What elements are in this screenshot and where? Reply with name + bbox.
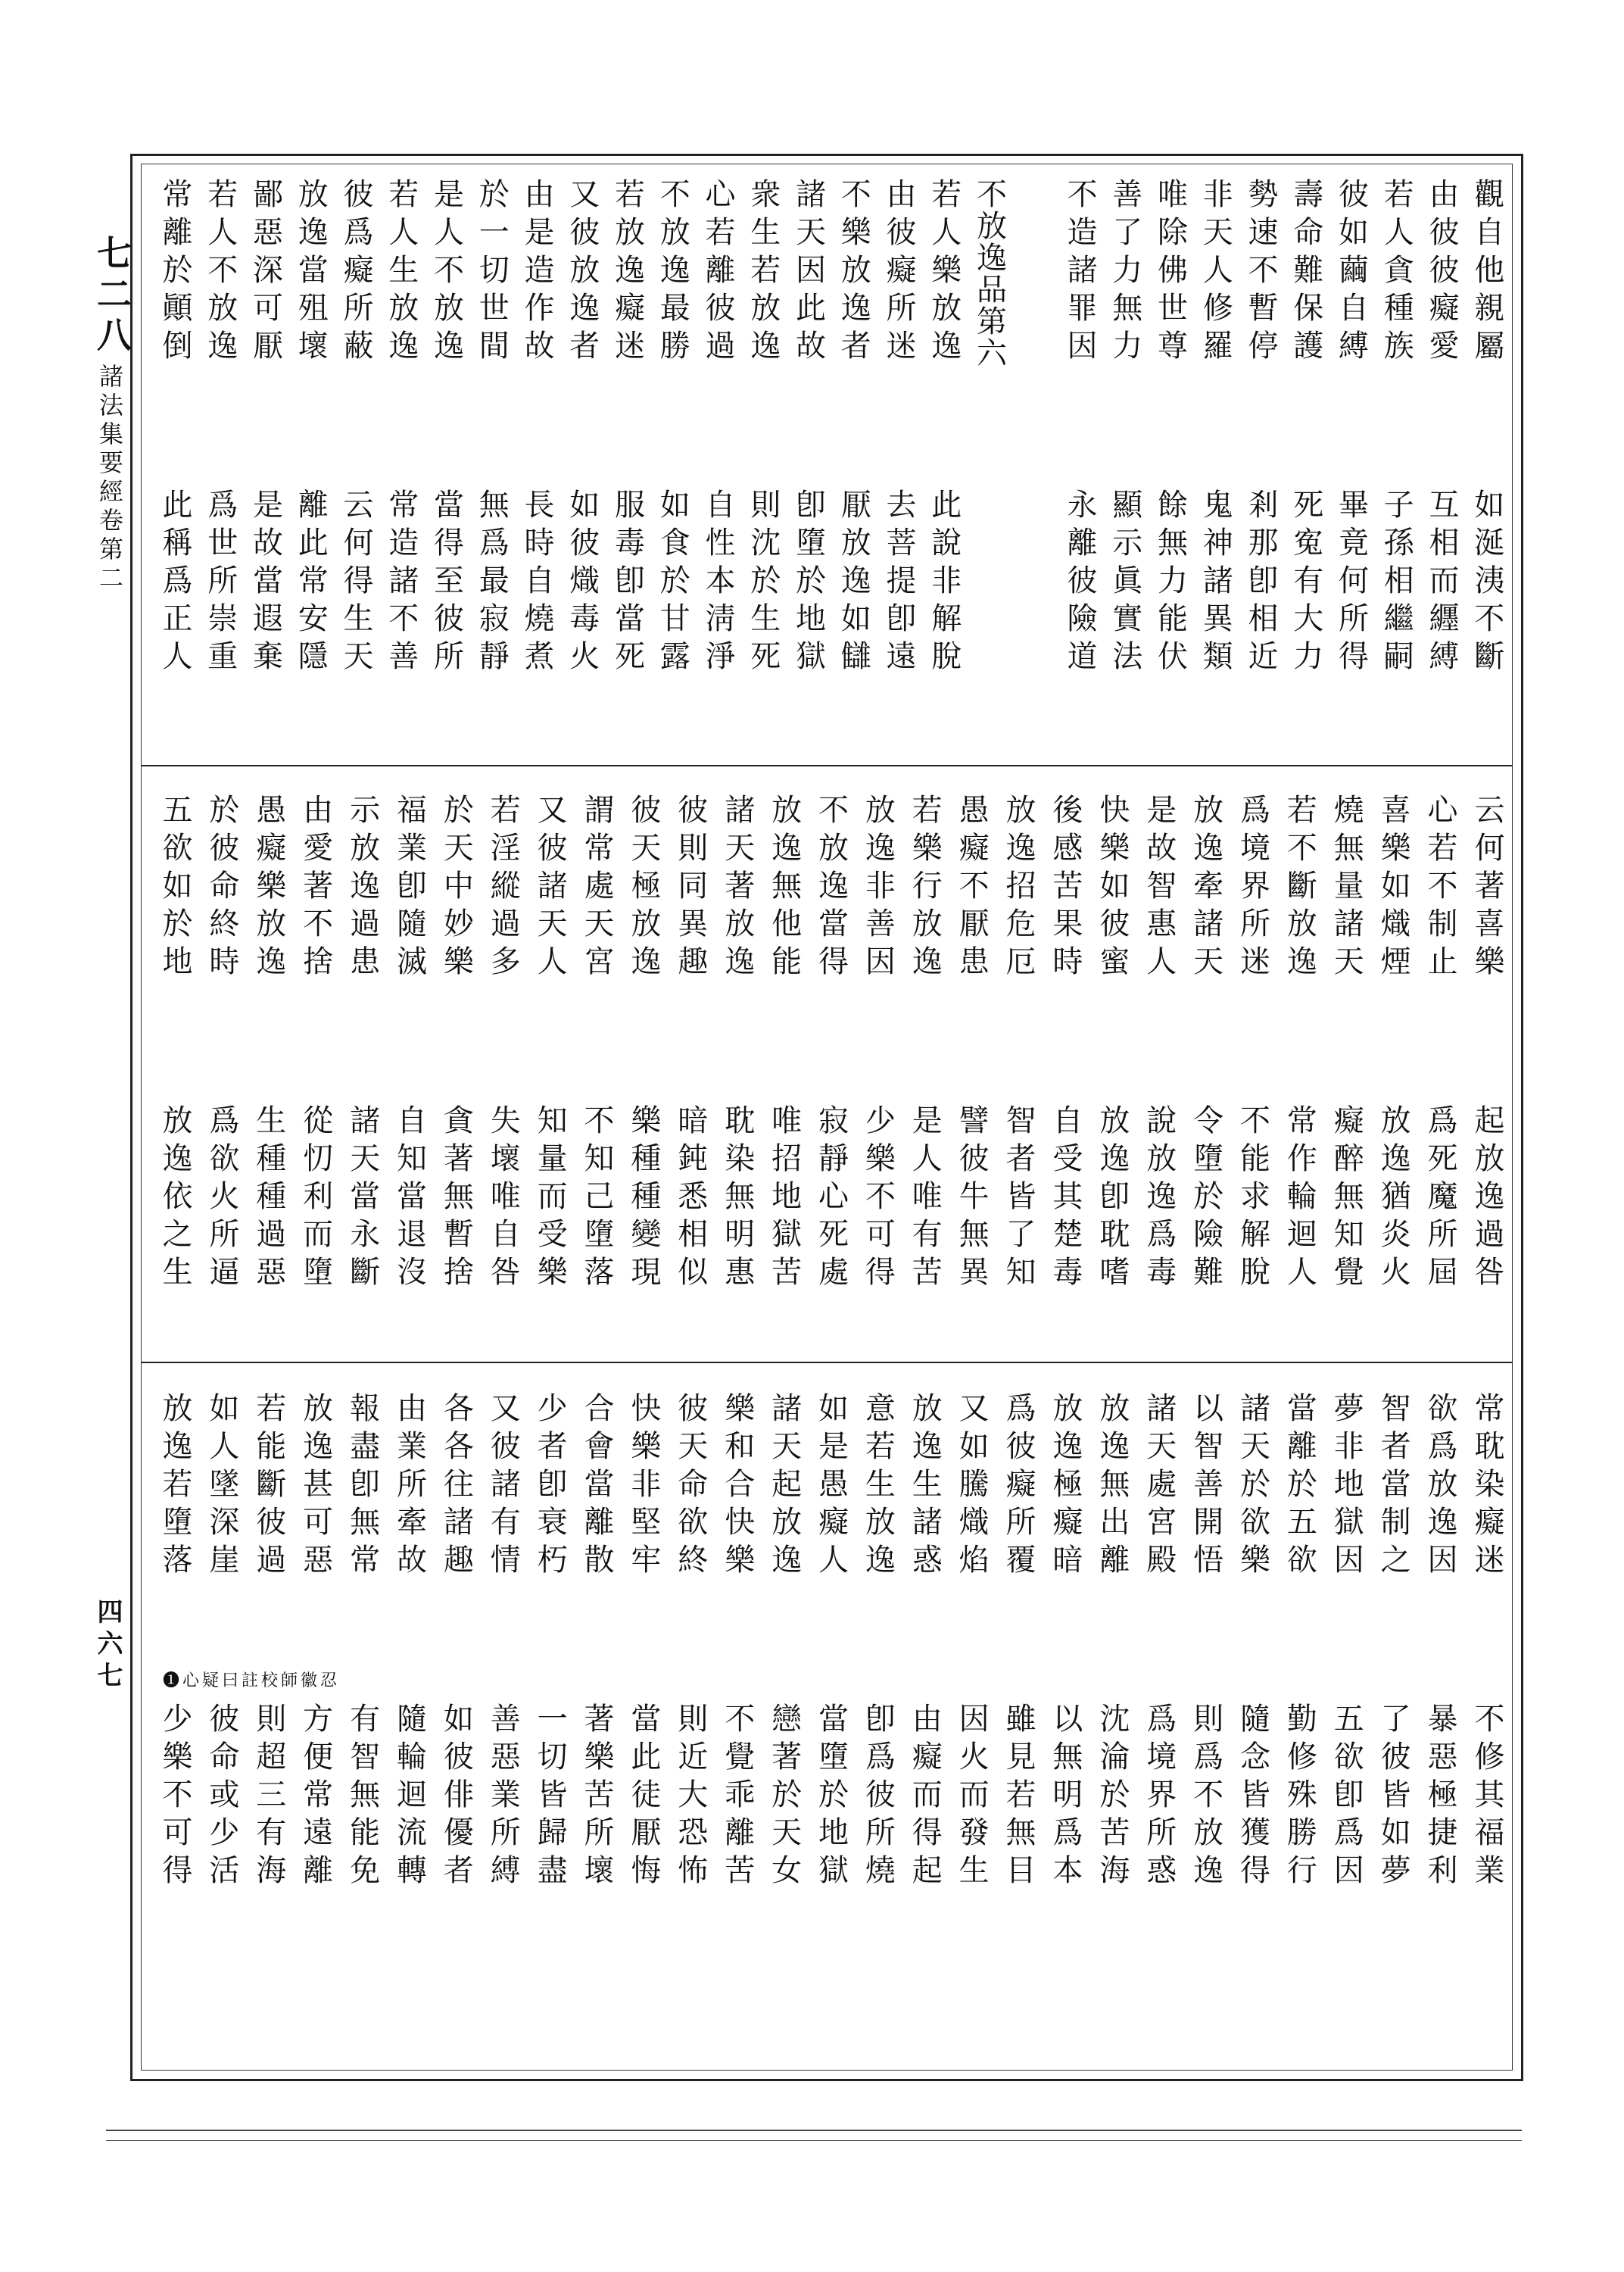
verse-line-lower: 如涎洟不斷 [1469, 488, 1504, 678]
verse-line-upper: 彼如繭自縛 [1333, 178, 1369, 367]
verse-line-lower: 不覺乖離苦 [719, 1702, 755, 1892]
verse-column [1280, 794, 1319, 1347]
verse-line-upper: 五欲如於地 [157, 794, 192, 983]
verse-line-upper: 愚癡不厭患 [954, 794, 990, 983]
verse-line-upper: 又彼諸天人 [532, 794, 568, 983]
verse-column [336, 178, 376, 754]
section-divider-2 [141, 1362, 1513, 1363]
verse-column [765, 1392, 804, 1892]
verse-line-lower: 死寃有大力 [1288, 488, 1323, 678]
verse-line-lower: 如食於甘露 [655, 488, 690, 678]
verse-line-upper: 放逸甚可惡 [298, 1392, 333, 1581]
verse-line-upper: 若能斷彼過 [251, 1392, 286, 1581]
verse-line-upper: 謂常處天宮 [579, 794, 615, 983]
verse-line-lower: 放逸猶炎火 [1376, 1104, 1411, 1294]
verse-line-lower: 唯招地獄苦 [766, 1104, 802, 1294]
verse-line-lower: 此稱爲正人 [157, 488, 192, 678]
running-title: 諸法集要經卷第二 [95, 364, 124, 594]
verse-line-lower: 彼命或少活 [204, 1702, 239, 1892]
verse-column [1280, 1392, 1319, 1892]
verse-line-lower: 自性本淸淨 [700, 488, 735, 678]
verse-line-lower: 戀著於天女 [766, 1702, 802, 1892]
verse-line-lower: 爲境界所惑 [1141, 1702, 1177, 1892]
verse-line-lower: 少樂不可得 [157, 1702, 192, 1892]
verse-line-upper: 以智善開悟 [1188, 1392, 1223, 1581]
verse-line-lower: 善惡業所縛 [485, 1702, 521, 1892]
verse-column [624, 794, 663, 1347]
verse-column [1093, 1392, 1132, 1892]
verse-column [1093, 794, 1132, 1347]
verse-column [1233, 794, 1272, 1347]
verse-line-upper: 意若生放逸 [860, 1392, 896, 1581]
verse-column [671, 1392, 710, 1892]
verse-line-upper: 不放逸最勝 [655, 178, 690, 367]
verse-line-upper: 由彼癡所迷 [881, 178, 916, 367]
verse-line-lower: 常造諸不善 [383, 488, 419, 678]
verse-line-upper: 若人貪種族 [1379, 178, 1414, 367]
verse-column [1046, 794, 1085, 1347]
verse-column [577, 1392, 616, 1892]
verse-line-upper: 諸天處宮殿 [1141, 1392, 1177, 1581]
verse-line-lower: 從忉利而墮 [298, 1104, 333, 1294]
verse-line-lower: 不知己墮落 [579, 1104, 615, 1294]
verse-line-upper: 非天人修羅 [1198, 178, 1233, 367]
bottom-rule-2 [106, 2140, 1522, 2141]
verse-column [427, 178, 466, 754]
verse-line-upper: 諸天因此故 [790, 178, 826, 367]
verse-line-upper: 彼爲癡所蔽 [338, 178, 373, 367]
verse-column [483, 794, 522, 1347]
verse-line-upper: 云何著喜樂 [1469, 794, 1504, 983]
verse-line-lower: 子孫相繼嗣 [1379, 488, 1414, 678]
verse-line-lower: 癡醉無知覺 [1329, 1104, 1364, 1294]
verse-column [999, 1392, 1038, 1892]
verse-column [1373, 1392, 1413, 1892]
verse-line-upper: 是人不放逸 [429, 178, 464, 367]
text-section-1 [155, 178, 1507, 754]
chapter-title: 不放逸品第六 [971, 178, 1007, 369]
verse-line-lower: 樂種種變現 [625, 1104, 661, 1294]
verse-line-upper: 是故智惠人 [1141, 794, 1177, 983]
verse-column [653, 178, 692, 754]
verse-column [834, 178, 873, 754]
verse-line-lower: 卽爲彼所燒 [860, 1702, 896, 1892]
verse-line-upper: 如人墜深崖 [204, 1392, 239, 1581]
verse-column [1139, 794, 1179, 1347]
verse-column [1326, 794, 1366, 1347]
verse-column [1186, 794, 1226, 1347]
verse-column [1139, 1392, 1179, 1892]
verse-line-upper: 又彼諸有情 [485, 1392, 521, 1581]
verse-line-upper: 唯除佛世尊 [1152, 178, 1188, 367]
verse-line-upper: 若不斷放逸 [1282, 794, 1317, 983]
verse-column [789, 178, 828, 754]
verse-line-lower: 著樂苦所壞 [579, 1702, 615, 1892]
verse-column [389, 794, 429, 1347]
verse-column [472, 178, 511, 754]
verse-column [296, 794, 335, 1347]
verse-line-upper: 諸天著放逸 [719, 794, 755, 983]
section-2-columns [155, 794, 1507, 1347]
verse-line-lower: 貪著無暫捨 [438, 1104, 474, 1294]
verse-line-upper: 若放逸癡迷 [609, 178, 645, 367]
verse-column [483, 1392, 522, 1892]
verse-column [1241, 178, 1280, 754]
verse-line-lower: 此說非解脫 [926, 488, 962, 678]
verse-line-lower: 放逸依之生 [157, 1104, 192, 1294]
verse-column [1286, 178, 1326, 754]
verse-line-lower: 自受其楚毒 [1047, 1104, 1083, 1294]
section-divider-1 [141, 765, 1513, 766]
verse-line-lower: 當墮於地獄 [813, 1702, 849, 1892]
verse-line-upper: 觀自他親屬 [1469, 178, 1504, 367]
verse-column [1422, 178, 1461, 754]
verse-column [1326, 1392, 1366, 1892]
verse-line-lower: 常作輪迴人 [1282, 1104, 1317, 1294]
verse-column [905, 1392, 944, 1892]
verse-column [1373, 794, 1413, 1347]
verse-column [202, 794, 242, 1347]
verse-line-upper: 夢非地獄因 [1329, 1392, 1364, 1581]
verse-column [879, 178, 918, 754]
verse-line-lower: 爲死魔所屆 [1423, 1104, 1458, 1294]
verse-column [905, 794, 944, 1347]
bottom-rule-1 [106, 2130, 1522, 2131]
verse-line-upper: 愚癡樂放逸 [251, 794, 286, 983]
verse-line-lower: 去菩提卽遠 [881, 488, 916, 678]
verse-column [563, 178, 602, 754]
verse-line-lower: 以無明爲本 [1047, 1702, 1083, 1892]
verse-line-upper: 福業卽隨滅 [391, 794, 427, 983]
verse-line-upper: 放逸極癡暗 [1047, 1392, 1083, 1581]
verse-line-lower: 說放逸爲毒 [1141, 1104, 1177, 1294]
verse-line-lower: 一切皆歸盡 [532, 1702, 568, 1892]
verse-line-lower: 則爲不放逸 [1188, 1702, 1223, 1892]
verse-line-lower: 不修其福業 [1469, 1702, 1504, 1892]
verse-line-upper: 放逸牽諸天 [1188, 794, 1223, 983]
verse-line-upper: 彼則同異趣 [672, 794, 708, 983]
verse-line-lower: 互相而纒縛 [1424, 488, 1459, 678]
verse-column [577, 794, 616, 1347]
verse-line-upper: 又如騰熾焰 [954, 1392, 990, 1581]
verse-line-upper: 放逸無出離 [1094, 1392, 1130, 1581]
verse-column [698, 178, 737, 754]
verse-column [389, 1392, 429, 1892]
verse-column [1186, 1392, 1226, 1892]
verse-line-lower: 則沈於生死 [745, 488, 781, 678]
verse-line-upper: 由是造作故 [519, 178, 554, 367]
verse-column [436, 1392, 475, 1892]
verse-line-upper: 由彼彼癡愛 [1424, 178, 1459, 367]
verse-column [671, 794, 710, 1347]
verse-column [1420, 1392, 1460, 1892]
verse-column [743, 178, 783, 754]
verse-column [858, 1392, 897, 1892]
verse-line-upper: 燒無量諸天 [1329, 794, 1364, 983]
verse-line-lower: 起放逸過咎 [1469, 1104, 1504, 1294]
verse-column [249, 1392, 288, 1892]
verse-line-lower: 無爲最寂靜 [474, 488, 510, 678]
verse-line-lower: 餘無力能伏 [1152, 488, 1188, 678]
verse-column [952, 794, 991, 1347]
verse-line-upper: 彼天命欲終 [672, 1392, 708, 1581]
verse-line-lower: 則超三有海 [251, 1702, 286, 1892]
verse-line-lower: 雖見若無目 [1001, 1702, 1036, 1892]
verse-line-upper: 於天中妙樂 [438, 794, 474, 983]
verse-line-upper: 常離於顚倒 [157, 178, 192, 367]
verse-line-lower: 如彼熾毒火 [564, 488, 600, 678]
verse-column [530, 1392, 569, 1892]
verse-column [436, 794, 475, 1347]
verse-line-lower: 由癡而得起 [907, 1702, 943, 1892]
verse-line-lower: 自知當退沒 [391, 1104, 427, 1294]
verse-line-upper: 由業所牽故 [391, 1392, 427, 1581]
footnote: ❶心疑曰註校師徽忍 [163, 1671, 341, 1690]
verse-line-upper: 如是愚癡人 [813, 1392, 849, 1581]
verse-column [246, 178, 285, 754]
verse-line-upper: 當離於五欲 [1282, 1392, 1317, 1581]
verse-line-upper: 常耽染癡迷 [1469, 1392, 1504, 1581]
verse-column [1467, 1392, 1507, 1892]
verse-line-upper: 鄙惡深可厭 [248, 178, 283, 367]
verse-line-lower: 了彼皆如夢 [1376, 1702, 1411, 1892]
verse-column [343, 794, 382, 1347]
verse-column [1376, 178, 1416, 754]
verse-column [999, 794, 1038, 1347]
verse-column [1332, 178, 1371, 754]
verse-column [1195, 178, 1235, 754]
verse-line-upper: 善了力無力 [1107, 178, 1142, 367]
verse-line-lower: 顯示眞實法 [1107, 488, 1142, 678]
verse-line-lower: 因火而發生 [954, 1702, 990, 1892]
verse-line-lower: 五欲卽爲因 [1329, 1702, 1364, 1892]
verse-line-lower: 卽墮於地獄 [790, 488, 826, 678]
verse-column [811, 794, 850, 1347]
verse-line-lower: 厭放逸如讎 [836, 488, 871, 678]
verse-column [608, 178, 647, 754]
verse-line-lower: 當此徒厭悔 [625, 1702, 661, 1892]
verse-line-lower: 隨念皆獲得 [1235, 1702, 1270, 1892]
verse-line-upper: 壽命難保護 [1288, 178, 1323, 367]
verse-line-upper: 欲爲放逸因 [1423, 1392, 1458, 1581]
verse-line-lower: 譬彼牛無異 [954, 1104, 990, 1294]
verse-line-upper: 心若不制止 [1423, 794, 1458, 983]
verse-line-upper: 放逸非善因 [860, 794, 896, 983]
verse-column [517, 178, 556, 754]
verse-line-upper: 爲境界所迷 [1235, 794, 1270, 983]
verse-line-upper: 彼天極放逸 [625, 794, 661, 983]
verse-line-lower: 爲世所崇重 [202, 488, 238, 678]
verse-column [1046, 1392, 1085, 1892]
verse-line-lower: 離此常安隱 [293, 488, 329, 678]
verse-line-lower: 沈淪於苦海 [1094, 1702, 1130, 1892]
verse-line-lower: 耽染無明惠 [719, 1104, 755, 1294]
verse-line-upper: 合會當離散 [579, 1392, 615, 1581]
verse-column [1151, 178, 1190, 754]
verse-column [291, 178, 330, 754]
verse-column [296, 1392, 335, 1892]
verse-line-lower: 云何得生天 [338, 488, 373, 678]
verse-line-upper: 智者當制之 [1376, 1392, 1411, 1581]
verse-line-lower: 是故當遐棄 [248, 488, 283, 678]
verse-column [1060, 178, 1099, 754]
verse-line-upper: 不樂放逸者 [836, 178, 871, 367]
verse-line-lower: 方便常遠離 [298, 1702, 333, 1892]
verse-line-upper: 放逸無他能 [766, 794, 802, 983]
verse-line-upper: 樂和合快樂 [719, 1392, 755, 1581]
verse-line-upper: 放逸當殂壞 [293, 178, 329, 367]
verse-column [924, 178, 964, 754]
verse-line-upper: 喜樂如熾煙 [1376, 794, 1411, 983]
verse-column [249, 794, 288, 1347]
verse-line-upper: 勢速不暫停 [1243, 178, 1278, 367]
verse-line-lower: 長時自燒煮 [519, 488, 554, 678]
verse-line-lower: 諸天當永斷 [344, 1104, 380, 1294]
verse-line-upper: 若人樂放逸 [926, 178, 962, 367]
verse-line-lower: 寂靜心死處 [813, 1104, 849, 1294]
verse-line-upper: 不造諸罪因 [1062, 178, 1097, 367]
verse-line-lower: 服毒卽當死 [609, 488, 645, 678]
verse-line-lower: 暗鈍悉相似 [672, 1104, 708, 1294]
verse-line-upper: 示放逸過患 [344, 794, 380, 983]
verse-line-lower: 少樂不可得 [860, 1104, 896, 1294]
verse-line-upper: 諸天起放逸 [766, 1392, 802, 1581]
verse-line-lower: 令墮於險難 [1188, 1104, 1223, 1294]
verse-line-lower: 失壞唯自咎 [485, 1104, 521, 1294]
verse-column [202, 1392, 242, 1892]
verse-column [858, 794, 897, 1347]
verse-column [1467, 794, 1507, 1347]
verse-line-upper: 又彼放逸者 [564, 178, 600, 367]
page-number-bottom: 四六七 [92, 1598, 123, 1693]
verse-line-lower: 永離彼險道 [1062, 488, 1097, 678]
verse-line-lower: 畢竟何所得 [1333, 488, 1369, 678]
verse-column [952, 1392, 991, 1892]
verse-line-upper: 快樂非堅牢 [625, 1392, 661, 1581]
verse-line-upper: 快樂如彼蜜 [1094, 794, 1130, 983]
verse-line-upper: 心若離彼過 [700, 178, 735, 367]
verse-line-lower: 生種種過惡 [251, 1104, 286, 1294]
verse-column [624, 1392, 663, 1892]
verse-line-upper: 各各往諸趣 [438, 1392, 474, 1581]
verse-line-upper: 衆生若放逸 [745, 178, 781, 367]
text-section-2 [155, 794, 1507, 1347]
verse-line-lower: 如彼俳優者 [438, 1702, 474, 1892]
verse-line-upper: 若人生放逸 [383, 178, 419, 367]
verse-line-lower: 爲欲火所逼 [204, 1104, 239, 1294]
verse-line-upper: 若淫縱過多 [485, 794, 521, 983]
verse-column [811, 1392, 850, 1892]
verse-line-upper: 放逸若墮落 [157, 1392, 192, 1581]
verse-column [155, 178, 195, 754]
verse-column [765, 794, 804, 1347]
verse-line-upper: 爲彼癡所覆 [1001, 1392, 1036, 1581]
verse-column [718, 794, 757, 1347]
verse-line-lower: 勤修殊勝行 [1282, 1702, 1317, 1892]
verse-column [718, 1392, 757, 1892]
verse-line-upper: 由愛著不捨 [298, 794, 333, 983]
verse-column [382, 178, 421, 754]
verse-line-lower: 知量而受樂 [532, 1104, 568, 1294]
verse-line-lower: 不能求解脫 [1235, 1104, 1270, 1294]
verse-line-upper: 少者卽衰朽 [532, 1392, 568, 1581]
verse-line-lower: 有智無能免 [344, 1702, 380, 1892]
verse-line-upper: 不放逸當得 [813, 794, 849, 983]
verse-column [1420, 794, 1460, 1347]
verse-column [530, 794, 569, 1347]
verse-column [970, 178, 1009, 754]
verse-line-lower: 剎那卽相近 [1243, 488, 1278, 678]
verse-line-lower: 放逸卽耽嗜 [1094, 1104, 1130, 1294]
verse-line-lower: 則近大恐怖 [672, 1702, 708, 1892]
verse-line-lower: 隨輪迴流轉 [391, 1702, 427, 1892]
verse-line-upper: 報盡卽無常 [344, 1392, 380, 1581]
verse-column [155, 1392, 195, 1892]
verse-line-upper: 後感苦果時 [1047, 794, 1083, 983]
verse-line-upper: 於一切世間 [474, 178, 510, 367]
verse-column [201, 178, 240, 754]
verse-line-lower: 鬼神諸異類 [1198, 488, 1233, 678]
verse-column [1105, 178, 1145, 754]
verse-line-upper: 諸天於欲樂 [1235, 1392, 1270, 1581]
verse-column [1233, 1392, 1272, 1892]
page-number-top: 七二八 [92, 235, 132, 357]
verse-line-upper: 於彼命終時 [204, 794, 239, 983]
verse-line-lower: 暴惡極捷利 [1423, 1702, 1458, 1892]
verse-column [1467, 178, 1507, 754]
verse-column [155, 794, 195, 1347]
verse-line-lower: 當得至彼所 [429, 488, 464, 678]
verse-line-upper: 放逸生諸惑 [907, 1392, 943, 1581]
verse-line-upper: 放逸招危厄 [1001, 794, 1036, 983]
verse-line-upper: 若人不放逸 [202, 178, 238, 367]
verse-column [343, 1392, 382, 1892]
verse-line-lower: 智者皆了知 [1001, 1104, 1036, 1294]
verse-line-upper: 若樂行放逸 [907, 794, 943, 983]
verse-line-lower: 是人唯有苦 [907, 1104, 943, 1294]
section-1-columns [155, 178, 1507, 754]
